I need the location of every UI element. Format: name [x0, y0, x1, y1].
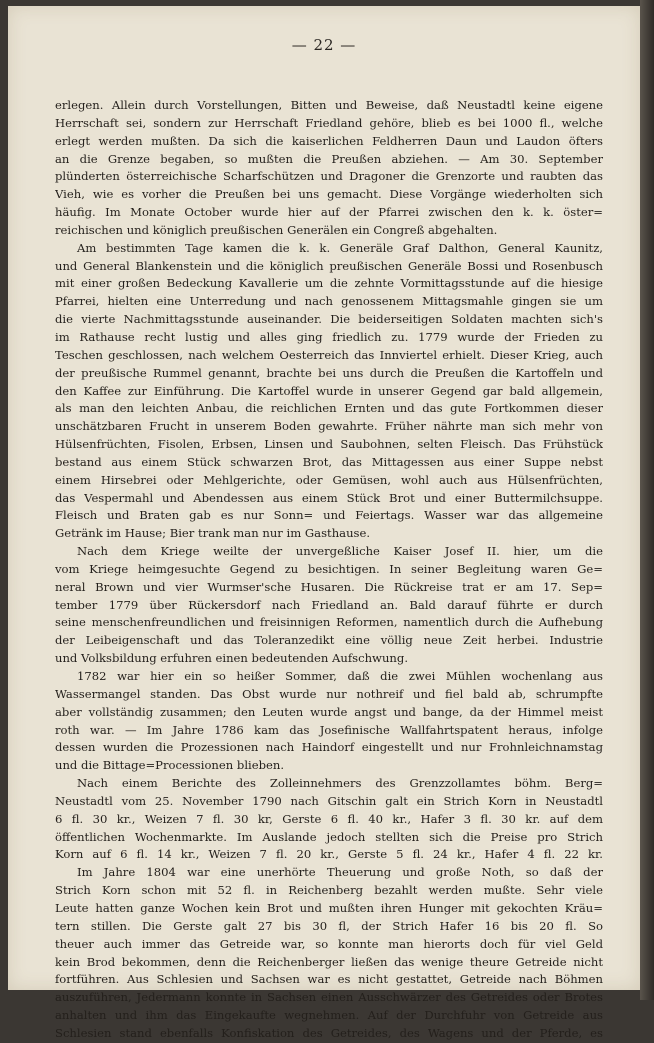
text-line: Korn auf 6 fl. 14 kr., Weizen 7 fl. 20 kr., Gerste 5 fl. 24 kr., Hafer 4 fl. 22 kr. [55, 847, 603, 862]
text-line: aber vollständig zusammen; den Leuten wurde angst und bange, da der Himmel meist [55, 704, 603, 719]
text-line: im Rathause recht lustig und alles ging friedlich zu. 1779 wurde der Frieden zu [55, 329, 603, 344]
text-line: und Volksbildung erfuhren einen bedeutenden Aufschwung. [55, 651, 409, 666]
text-line: öffentlichen Wochenmarkte. Im Auslande jedoch stellten sich die Preise pro Strich [55, 829, 603, 844]
text-line: der Leibeigenschaft und das Toleranzedikt eine völlig neue Zeit herbei. Industrie [55, 633, 603, 648]
text-line: Getränk im Hause; Bier trank man nur im Gasthause. [55, 526, 371, 541]
text-line: anhalten und ihm das Eingekaufte wegnehmen. Auf der Durchfuhr von Getreide aus [55, 1008, 603, 1023]
text-line: der preußische Rummel genannt, brachte bei uns durch die Preußen die Kartoffeln und [55, 365, 603, 380]
text-line: dessen wurden die Prozessionen nach Haindorf eingestellt und nur Frohnleichnamstag [55, 740, 603, 755]
text-line: Hülsenfrüchten, Fisolen, Erbsen, Linsen und Saubohnen, selten Fleisch. Das Frühstück [55, 437, 603, 452]
text-line: und General Blankenstein und die königlich preußischen Generäle Bossi und Rosenbusch [55, 258, 603, 273]
text-line: fortführen. Aus Schlesien und Sachsen war es nicht gestattet, Getreide nach Böhmen [55, 972, 603, 987]
text-line: als man den leichten Anbau, die reichlichen Ernten und das gute Fortkommen dieser [55, 401, 603, 416]
text-line: häufig. Im Monate October wurde hier auf der Pfarrei zwischen den k. k. öster= [55, 205, 603, 220]
text-line: Nach einem Berichte des Zolleinnehmers des Grenzzollamtes böhm. Berg= [77, 776, 603, 791]
text-line: tember 1779 über Rückersdorf nach Friedland an. Bald darauf führte er durch [55, 597, 603, 612]
text-line: 6 fl. 30 kr., Weizen 7 fl. 30 kr, Gerste 6 fl. 40 kr., Hafer 3 fl. 30 kr. auf dem [55, 811, 603, 826]
text-line: 1782 war hier ein so heißer Sommer, daß die zwei Mühlen wochenlang aus [77, 669, 603, 683]
text-line: kein Brod bekommen, denn die Reichenberger ließen das wenige theure Getreide nicht [55, 954, 603, 969]
text-line: seine menschenfreundlichen und freisinnigen Reformen, namentlich durch die Aufhebung [55, 615, 603, 630]
body-text [55, 97, 603, 1043]
text-line: vom Kriege heimgesuchte Gegend zu besichtigen. In seiner Begleitung waren Ge= [55, 561, 603, 576]
book-page [8, 6, 640, 1040]
text-line: und die Bittage=Processionen blieben. [55, 758, 285, 773]
text-line: den Kaffee zur Einführung. Die Kartoffel wurde in unserer Gegend gar bald allgemein, [55, 383, 603, 398]
text-line: plünderten österreichische Scharfschützen und Dragoner die Grenzorte und raubten das [55, 169, 603, 184]
text-line: reichischen und königlich preußischen Generälen ein Congreß abgehalten. [55, 222, 498, 237]
text-line: neral Brown und vier Wurmser'sche Husaren. Die Rückreise trat er am 17. Sep= [55, 579, 603, 594]
text-line: Schlesien stand ebenfalls Konfiskation des Getreides, des Wagens und der Pferde, es [55, 1025, 603, 1040]
text-line: Teschen geschlossen, nach welchem Oesterreich das Innviertel erhielt. Dieser Krieg, auch [55, 347, 603, 362]
page-number: — 22 — [291, 36, 357, 54]
text-line: Leute hatten ganze Wochen kein Brot und mußten ihren Hunger mit gekochten Kräu= [55, 900, 603, 915]
text-line: Herrschaft sei, sondern zur Herrschaft Friedland gehöre, blieb es bei 1000 fl., welche [55, 115, 603, 130]
text-line: Pfarrei, hielten eine Unterredung und nach genossenem Mittagsmahle gingen sie um [55, 294, 603, 309]
text-line: Fleisch und Braten gab es nur Sonn= und Feiertags. Wasser war das allgemeine [55, 508, 603, 523]
text-line: mit einer großen Bedeckung Kavallerie um die zehnte Vormittagsstunde auf die hiesige [55, 276, 603, 291]
text-line: erlegen. Allein durch Vorstellungen, Bitten und Beweise, daß Neustadtl keine eigene [55, 98, 603, 112]
text-line: Vieh, wie es vorher die Preußen bei uns gemacht. Diese Vorgänge wiederholten sich [55, 187, 603, 202]
text-line: erlegt werden mußten. Da sich die kaiserlichen Feldherren Daun und Laudon öfters [55, 133, 603, 148]
text-line: roth war. — Im Jahre 1786 kam das Josefinische Wallfahrtspatent heraus, infolge [55, 722, 603, 737]
text-line: Am bestimmten Tage kamen die k. k. Generäle Graf Dalthon, General Kaunitz, [77, 240, 603, 255]
text-line: Neustadtl vom 25. November 1790 nach Gitschin galt ein Strich Korn in Neustadtl [55, 793, 603, 808]
text-line: bestand aus einem Stück schwarzen Brot, das Mittagessen aus einer Suppe nebst [55, 454, 603, 469]
text-line: Wassermangel standen. Das Obst wurde nur nothreif und fiel bald ab, schrumpfte [55, 686, 603, 701]
text-line: Im Jahre 1804 war eine unerhörte Theuerung und große Noth, so daß der [77, 865, 603, 880]
text-line: Strich Korn schon mit 52 fl. in Reichenberg bezahlt werden mußte. Sehr viele [55, 883, 603, 898]
text-line: einem Hirsebrei oder Mehlgerichte, oder Gemüsen, wohl auch aus Hülsenfrüchten, [55, 472, 603, 487]
text-line: theuer auch immer das Getreide war, so konnte man hierorts doch für viel Geld [55, 936, 603, 951]
text-line: Nach dem Kriege weilte der unvergeßliche Kaiser Josef II. hier, um die [77, 544, 603, 559]
scan-edge [640, 0, 654, 1000]
text-line: das Vespermahl und Abendessen aus einem Stück Brot und einer Buttermilchsuppe. [55, 490, 603, 505]
text-line: tern stillen. Die Gerste galt 27 bis 30 fl, der Strich Hafer 16 bis 20 fl. So [55, 918, 603, 933]
text-line: auszuführen, Jedermann konnte in Sachsen einen Ausschwärzer des Getreides oder Brotes [55, 990, 603, 1005]
text-line: unschätzbaren Frucht in unserem Boden gewahrte. Früher nährte man sich mehr von [55, 419, 603, 434]
text-line: an die Grenze begaben, so mußten die Preußen abziehen. — Am 30. September [55, 151, 603, 166]
text-line: die vierte Nachmittagsstunde auseinander. Die beiderseitigen Soldaten machten sich's [55, 312, 603, 327]
